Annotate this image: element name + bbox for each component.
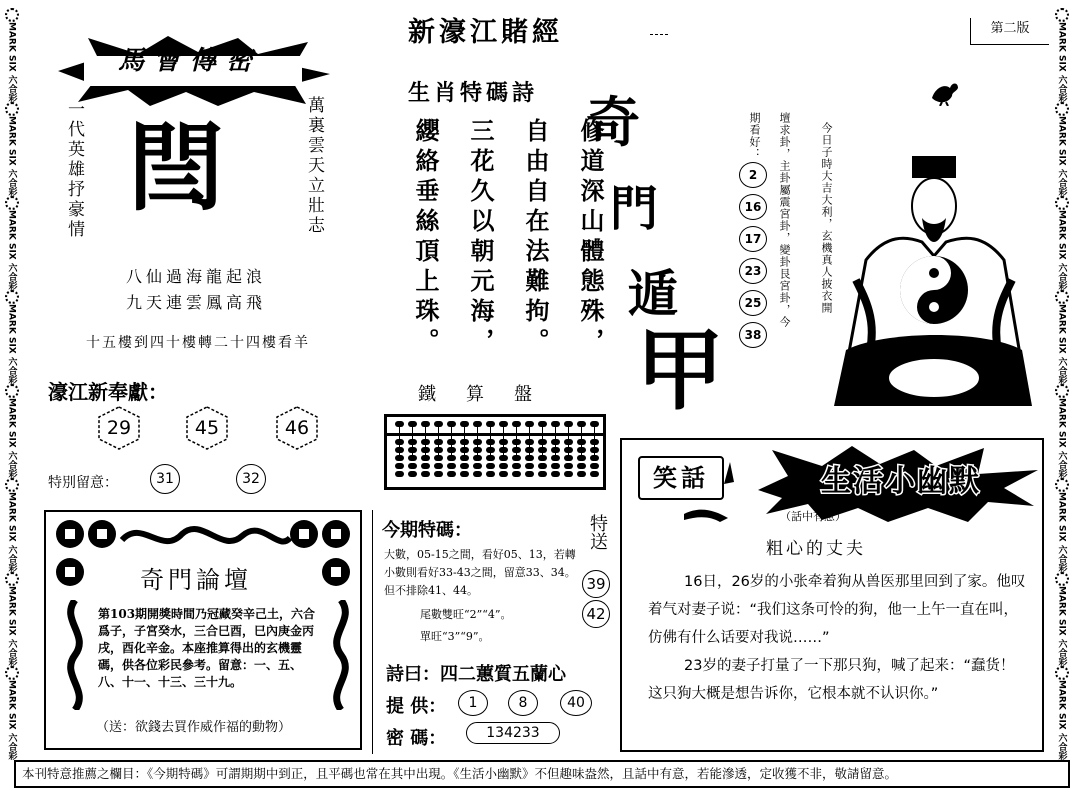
abacus-bead	[395, 447, 404, 453]
abacus-bead	[447, 455, 456, 461]
abacus-bead	[395, 421, 404, 427]
abacus-bead	[551, 447, 560, 453]
border-mark-text: MARK SIX 六合彩	[1056, 398, 1067, 478]
forum-body: 第103期開獎時間乃冠藏癸辛己土，六合爲子，子宮癸水，三合巳酉，巳內庚金丙戌，酉化辛金。本座推算得出的玄機靈碼，供各位彩民參考。留意：一、五、八、十一、十三、三十九。	[98, 607, 316, 689]
border-flower-icon	[5, 478, 19, 492]
border-flower-icon	[5, 290, 19, 304]
abacus-bead	[434, 455, 443, 461]
abacus-bead	[473, 439, 482, 445]
border-mark-text: MARK SIX 六合彩	[6, 680, 17, 760]
offering-number-3: 46	[284, 417, 310, 439]
abacus-bead	[590, 421, 599, 427]
left-vertical-couplet: 一代英雄抒豪情	[64, 100, 84, 240]
abacus-frame	[384, 414, 606, 490]
abacus-bead	[577, 455, 586, 461]
abacus-bead	[421, 455, 430, 461]
abacus-bead	[421, 447, 430, 453]
abacus-bead	[395, 463, 404, 469]
abacus-bead	[512, 447, 521, 453]
abacus-bead	[486, 463, 495, 469]
abacus-bead	[551, 439, 560, 445]
forum-title: 奇門論壇	[140, 566, 252, 594]
qimen-char-2: 門	[610, 181, 659, 237]
period-title: 今期特碼：	[382, 520, 472, 541]
header-title: 新濠江賭經	[408, 17, 563, 48]
forum-dragon-right	[326, 600, 356, 710]
abacus-bead	[512, 439, 521, 445]
abacus-bead	[460, 463, 469, 469]
riddle-hint: 十五樓到四十樓轉二十四樓看羊	[86, 335, 310, 351]
abacus-bead	[447, 447, 456, 453]
story-title: 粗心的丈夫	[766, 539, 866, 559]
abacus-bead	[577, 447, 586, 453]
humor-tag: 笑話	[638, 456, 724, 500]
abacus-bead	[460, 455, 469, 461]
provide-number-2: 8	[508, 690, 538, 716]
abacus-bead	[486, 447, 495, 453]
abacus-bead	[538, 421, 547, 427]
offering-numbers	[96, 406, 356, 450]
abacus-bead	[460, 447, 469, 453]
border-mark-text: MARK SIX 六合彩	[6, 116, 17, 196]
poem-column-2: 自由自在法難拘。	[521, 118, 550, 358]
big-riddle-glyph: 閆	[128, 111, 224, 224]
abacus-bead	[512, 471, 521, 477]
abacus-bead	[564, 471, 573, 477]
border-mark-text: MARK SIX 六合彩	[1056, 116, 1067, 196]
abacus-bead	[551, 455, 560, 461]
header-dash	[650, 34, 668, 35]
border-mark-text: MARK SIX 六合彩	[6, 22, 17, 102]
abacus-bead	[564, 447, 573, 453]
poem-line-2: 九天連雲鳳高飛	[126, 293, 267, 312]
border-flower-icon	[1055, 384, 1069, 398]
abacus-bead	[525, 421, 534, 427]
abacus-bead	[499, 439, 508, 445]
border-flower-icon	[5, 384, 19, 398]
qimen-char-4: 甲	[636, 318, 725, 422]
border-mark-text: MARK SIX 六合彩	[6, 492, 17, 572]
abacus-bead	[525, 439, 534, 445]
poem-columns	[408, 118, 608, 368]
abacus-bead	[499, 471, 508, 477]
abacus-bead	[551, 471, 560, 477]
sage-figure-illustration	[826, 150, 1040, 412]
abacus-bead	[538, 439, 547, 445]
abacus-bead	[538, 455, 547, 461]
abacus-bead	[525, 447, 534, 453]
fortune-column-2: 壇求卦，主卦屬震宮卦，變卦艮宮卦，今	[778, 112, 791, 328]
right-vertical-couplet: 萬裏雲天立壯志	[304, 96, 324, 236]
border-mark-text: MARK SIX 六合彩	[1056, 210, 1067, 290]
period-side-number-2: 42	[582, 600, 610, 628]
abacus-title: 鐵算盤	[418, 384, 562, 405]
period-provide-label: 提 供：	[386, 696, 447, 717]
abacus-bead	[473, 463, 482, 469]
border-mark-text: MARK SIX 六合彩	[6, 398, 17, 478]
abacus-bead	[434, 439, 443, 445]
abacus-bead	[447, 463, 456, 469]
fortune-numbers	[736, 162, 770, 348]
fortune-number-1: 2	[739, 162, 767, 188]
abacus-bead	[486, 421, 495, 427]
abacus-bead	[447, 421, 456, 427]
qimen-char-1: 奇	[586, 90, 640, 154]
border-mark-text: MARK SIX 六合彩	[1056, 680, 1067, 760]
border-mark-text: MARK SIX 六合彩	[6, 586, 17, 666]
provide-number-3: 40	[560, 690, 592, 716]
border-flower-icon	[5, 666, 19, 680]
edition-label: 第二版	[970, 18, 1049, 45]
abacus-bead	[538, 447, 547, 453]
abacus-bead	[421, 439, 430, 445]
poem-column-4: 纓絡垂絲頂上珠。	[411, 118, 440, 358]
abacus-bead	[577, 463, 586, 469]
border-flower-icon	[5, 102, 19, 116]
fortune-number-6: 38	[739, 322, 767, 348]
border-mark-text: MARK SIX 六合彩	[1056, 492, 1067, 572]
abacus-bead	[486, 471, 495, 477]
abacus-bead	[551, 463, 560, 469]
abacus-bead	[434, 471, 443, 477]
period-text-3: 單旺“3”“9”。	[420, 630, 490, 643]
special-note-number-1: 31	[150, 464, 180, 494]
border-mark-text: MARK SIX 六合彩	[1056, 22, 1067, 102]
abacus-bead	[408, 447, 417, 453]
abacus-bead	[395, 471, 404, 477]
abacus-bead	[499, 455, 508, 461]
abacus-bead	[486, 455, 495, 461]
provide-number-1: 1	[458, 690, 488, 716]
abacus-bead	[421, 463, 430, 469]
abacus-bead	[499, 421, 508, 427]
abacus-bead	[512, 455, 521, 461]
offering-title: 濠江新奉獻：	[48, 380, 168, 404]
border-flower-icon	[1055, 102, 1069, 116]
abacus-bead	[473, 455, 482, 461]
border-flower-icon	[1055, 196, 1069, 210]
border-mark-text: MARK SIX 六合彩	[6, 210, 17, 290]
abacus-bead	[551, 421, 560, 427]
banner-text: 馬會傳密	[117, 46, 262, 76]
abacus-bead	[473, 447, 482, 453]
abacus-bead	[395, 455, 404, 461]
special-note-label: 特別留意：	[48, 475, 118, 491]
right-border-strip	[1052, 8, 1072, 760]
humor-brush-stroke	[680, 454, 740, 524]
abacus-bead	[564, 439, 573, 445]
qimen-char-3: 遁	[628, 264, 678, 323]
border-flower-icon	[1055, 8, 1069, 22]
abacus-bead	[447, 439, 456, 445]
border-mark-text: MARK SIX 六合彩	[1056, 304, 1067, 384]
offering-number-1: 29	[106, 417, 132, 439]
rooster-icon	[928, 78, 962, 106]
abacus-bead	[590, 455, 599, 461]
abacus-bead	[590, 471, 599, 477]
abacus-bead	[421, 421, 430, 427]
border-flower-icon	[1055, 666, 1069, 680]
abacus-bead	[538, 463, 547, 469]
abacus-bead	[564, 463, 573, 469]
abacus-bead	[408, 463, 417, 469]
fortune-number-5: 25	[739, 290, 767, 316]
abacus-bead	[434, 447, 443, 453]
abacus-bead	[473, 421, 482, 427]
abacus-bead	[512, 421, 521, 427]
abacus-bead	[525, 471, 534, 477]
period-poem-line: 詩曰：四二蕙質五蘭心	[386, 664, 566, 685]
border-mark-text: MARK SIX 六合彩	[6, 304, 17, 384]
border-mark-text: MARK SIX 六合彩	[1056, 586, 1067, 666]
fortune-column-1: 今日子時大吉大利，玄機真人披衣開	[820, 122, 833, 314]
abacus-bead	[460, 421, 469, 427]
abacus-bead	[460, 439, 469, 445]
abacus-bead	[395, 439, 404, 445]
poem-line-1: 八仙過海龍起浪	[126, 267, 267, 286]
poem-column-1: 修道深山體態殊，	[576, 118, 605, 358]
abacus-bead	[525, 455, 534, 461]
abacus-bead	[434, 421, 443, 427]
period-side-label: 特送	[587, 514, 608, 550]
special-note-number-2: 32	[236, 464, 266, 494]
story-paragraph-1: 16日，26岁的小张牵着狗从兽医那里回到了家。他叹着气对妻子说：“我们这条可怜的狗，他一上午一直在叫，仿佛有什么话要对我说……”	[648, 574, 1026, 646]
abacus-bead	[408, 421, 417, 427]
abacus-bead	[447, 471, 456, 477]
abacus-bead	[590, 439, 599, 445]
abacus-bead	[408, 471, 417, 477]
abacus-bead	[460, 471, 469, 477]
abacus-beam	[387, 433, 603, 436]
humor-subtitle: （話中有意）	[780, 510, 846, 523]
border-flower-icon	[5, 572, 19, 586]
abacus-bead	[564, 421, 573, 427]
fortune-number-2: 16	[739, 194, 767, 220]
forum-footer: （送：欲錢去買作威作福的動物）	[96, 720, 292, 735]
abacus-bead	[512, 463, 521, 469]
abacus-bead	[486, 439, 495, 445]
period-code-label: 密 碼：	[386, 728, 447, 749]
abacus-bead	[434, 463, 443, 469]
border-flower-icon	[5, 196, 19, 210]
abacus-bead	[408, 439, 417, 445]
period-side-number-1: 39	[582, 570, 610, 598]
fortune-number-4: 23	[739, 258, 767, 284]
offering-number-2: 45	[194, 417, 220, 439]
fortune-number-3: 17	[739, 226, 767, 252]
abacus-bead	[499, 463, 508, 469]
poem-title: 生肖特碼詩	[408, 81, 539, 106]
abacus-bead	[525, 463, 534, 469]
abacus-bead	[538, 471, 547, 477]
border-flower-icon	[1055, 478, 1069, 492]
poem-column-3: 三花久以朝元海，	[466, 118, 495, 358]
fortune-column-3: 期看好：	[748, 112, 761, 160]
abacus-bead	[408, 455, 417, 461]
abacus-bead	[421, 471, 430, 477]
border-flower-icon	[1055, 290, 1069, 304]
footer-recommendation: 本刊特意推薦之欄目：《今期特碼》可謂期期中到正，且平碼也常在其中出現。《生活小幽默》不但趣味盎然，且話中有意，若能滲透，定收獲不非，敬請留意。	[14, 760, 1070, 788]
forum-dragon-left	[60, 600, 90, 710]
abacus-bead	[564, 455, 573, 461]
abacus-bead	[577, 471, 586, 477]
abacus-bead	[499, 447, 508, 453]
period-text-1: 大數，05-15之間，看好05、13，若轉小數則看好33-43之間，留意33、34。但不排除41、44。	[384, 548, 576, 597]
story-paragraph-2: 23岁的妻子打量了一下那只狗，喊了起来：“蠢货！这只狗大概是想告诉你，它根本就不认识你。”	[648, 658, 1015, 702]
abacus-bead	[577, 439, 586, 445]
abacus-bead	[590, 447, 599, 453]
abacus-bead	[577, 421, 586, 427]
abacus-bead	[590, 463, 599, 469]
abacus-bead	[473, 471, 482, 477]
border-flower-icon	[1055, 572, 1069, 586]
period-text-2: 尾數雙旺“2”“4”。	[420, 608, 512, 621]
left-border-strip	[2, 8, 22, 760]
border-flower-icon	[5, 8, 19, 22]
humor-title: 生活小幽默	[821, 464, 981, 499]
period-code-value: 134233	[466, 722, 560, 744]
